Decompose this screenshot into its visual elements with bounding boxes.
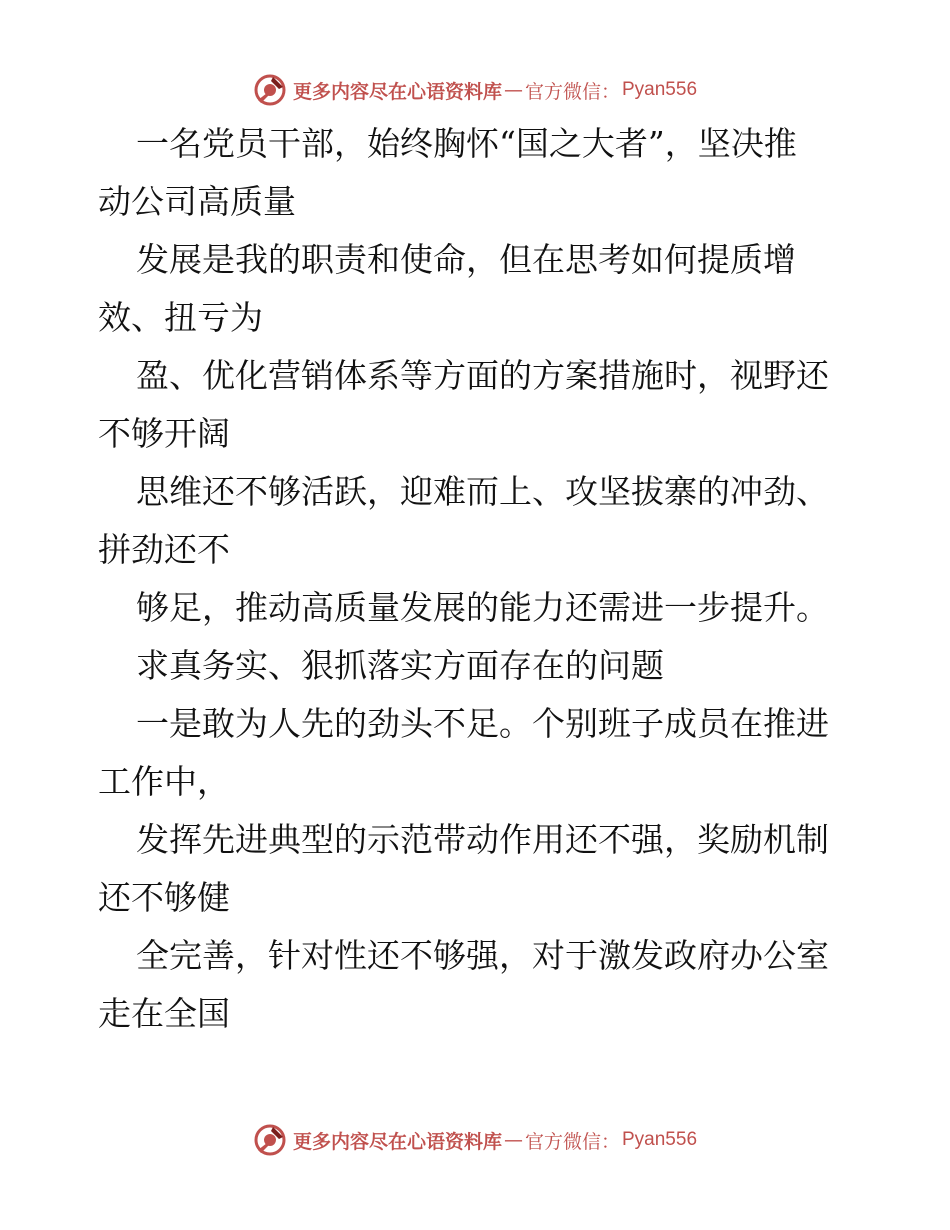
body-line: 工作中， xyxy=(98,762,230,801)
header-wechat-id: Pyan556 xyxy=(622,79,698,100)
footer-text: 更多内容尽在心语资料库 xyxy=(292,1130,502,1153)
body-line: 还不够健 xyxy=(98,878,230,917)
body-line: 走在全国 xyxy=(98,994,230,1033)
header-text: 更多内容尽在心语资料库 xyxy=(292,80,502,103)
footer-wechat-id: Pyan556 xyxy=(622,1129,698,1150)
body-line: 发展是我的职责和使命，但在思考如何提质增 xyxy=(136,240,796,279)
body-line: 一名党员干部，始终胸怀“国之大者”，坚决推 xyxy=(136,124,797,163)
body-line: 盈、优化营销体系等方面的方案措施时，视野还 xyxy=(136,356,829,395)
header-separator: — xyxy=(503,79,523,101)
footer-banner xyxy=(0,1120,950,1160)
header-banner xyxy=(0,70,950,110)
header-wechat-label: 官方微信： xyxy=(524,80,620,103)
body-line: 全完善，针对性还不够强，对于激发政府办公室 xyxy=(136,936,829,975)
body-line: 效、扭亏为 xyxy=(98,298,263,337)
logo-icon xyxy=(253,1123,287,1157)
body-line: 发挥先进典型的示范带动作用还不强，奖励机制 xyxy=(136,820,829,859)
footer-wechat-label: 官方微信： xyxy=(524,1130,620,1153)
body-line: 拼劲还不 xyxy=(98,530,230,569)
body-line: 动公司高质量 xyxy=(98,182,296,221)
footer-separator: — xyxy=(503,1129,523,1151)
body-line: 思维还不够活跃，迎难而上、攻坚拔寨的冲劲、 xyxy=(136,472,829,511)
body-line: 求真务实、狠抓落实方面存在的问题 xyxy=(136,646,664,685)
body-line: 够足，推动高质量发展的能力还需进一步提升。 xyxy=(136,588,829,627)
body-text xyxy=(98,115,858,1043)
body-line: 一是敢为人先的劲头不足。个别班子成员在推进 xyxy=(136,704,829,743)
logo-icon xyxy=(253,73,287,107)
body-line: 不够开阔 xyxy=(98,414,230,453)
